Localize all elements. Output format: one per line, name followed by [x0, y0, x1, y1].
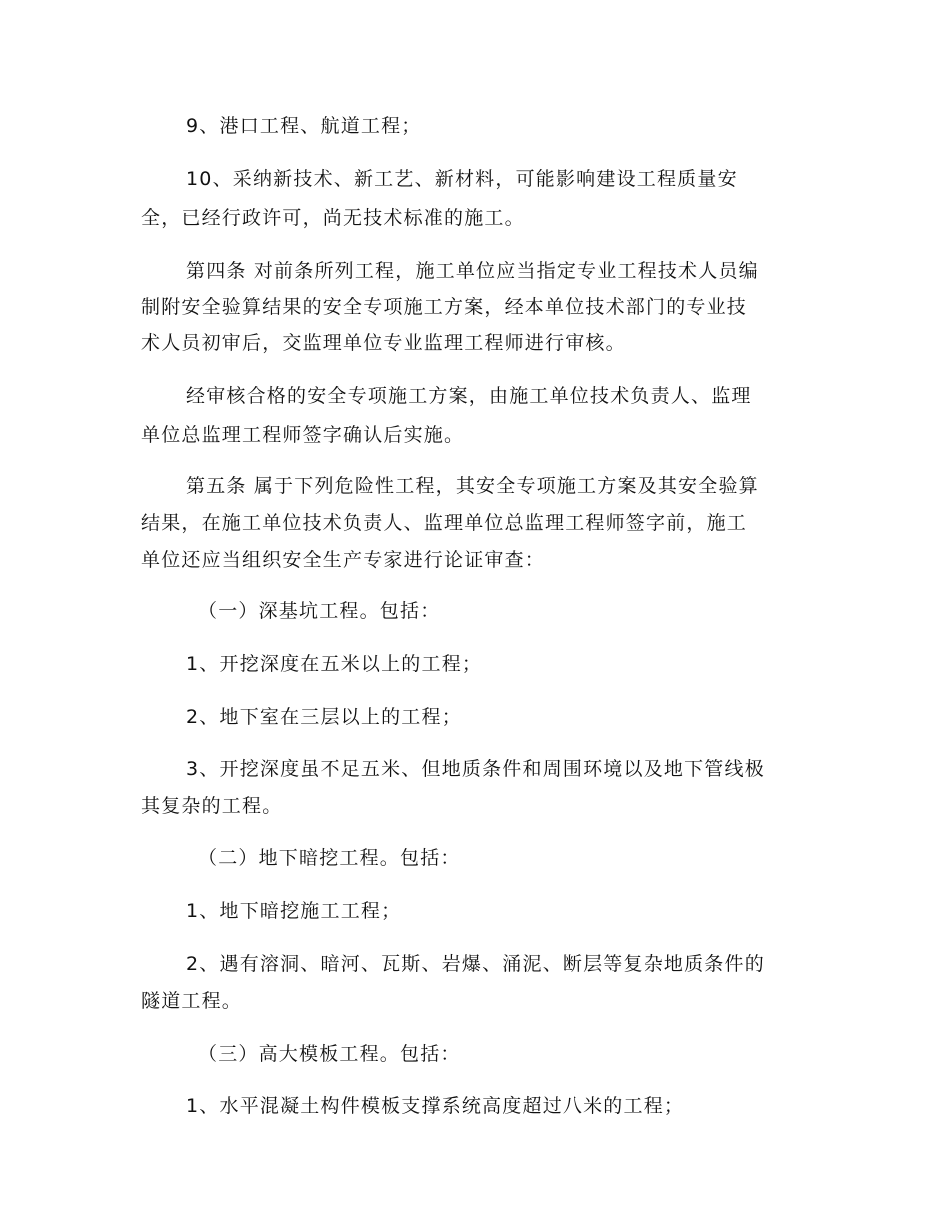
list-item-10-cont: 全，已经行政许可，尚无技术标准的施工。 [141, 207, 525, 229]
list-item-10: 10、采纳新技术、新工艺、新材料，可能影响建设工程质量安 [186, 168, 738, 190]
article-5-line-1: 第五条 属于下列危险性工程，其安全专项施工方案及其安全验算 [186, 475, 759, 497]
article-5-line-2: 结果，在施工单位技术负责人、监理单位总监理工程师签字前，施工 [141, 512, 748, 534]
paragraph-approval-line-1: 经审核合格的安全专项施工方案，由施工单位技术负责人、监理 [186, 385, 752, 407]
section-2-item-1: 1、地下暗挖施工工程； [186, 900, 402, 922]
article-4-line-1: 第四条 对前条所列工程，施工单位应当指定专业工程技术人员编 [186, 260, 759, 282]
section-2-item-2: 2、遇有溶洞、暗河、瓦斯、岩爆、涌泥、断层等复杂地质条件的 [186, 953, 765, 975]
section-1-item-2: 2、地下室在三层以上的工程； [186, 706, 462, 728]
section-1-item-3: 3、开挖深度虽不足五米、但地质条件和周围环境以及地下管线极 [186, 758, 765, 780]
section-heading-1: （一）深基坑工程。包括： [198, 600, 441, 622]
section-heading-2: （二）地下暗挖工程。包括： [198, 847, 461, 869]
article-4-line-3: 术人员初审后，交监理单位专业监理工程师进行审核。 [141, 332, 626, 354]
article-5-line-3: 单位还应当组织安全生产专家进行论证审查： [141, 549, 546, 571]
paragraph-approval-line-2: 单位总监理工程师签字确认后实施。 [141, 424, 465, 446]
section-1-item-1: 1、开挖深度在五米以上的工程； [186, 653, 483, 675]
section-3-item-1: 1、水平混凝土构件模板支撑系统高度超过八米的工程； [186, 1095, 685, 1117]
article-4-line-2: 制附安全验算结果的安全专项施工方案，经本单位技术部门的专业技 [141, 296, 748, 318]
list-item-9: 9、港口工程、航道工程； [186, 115, 422, 137]
section-1-item-3-cont: 其复杂的工程。 [141, 795, 283, 817]
section-heading-3: （三）高大模板工程。包括： [198, 1043, 461, 1065]
section-2-item-2-cont: 隧道工程。 [141, 990, 243, 1012]
